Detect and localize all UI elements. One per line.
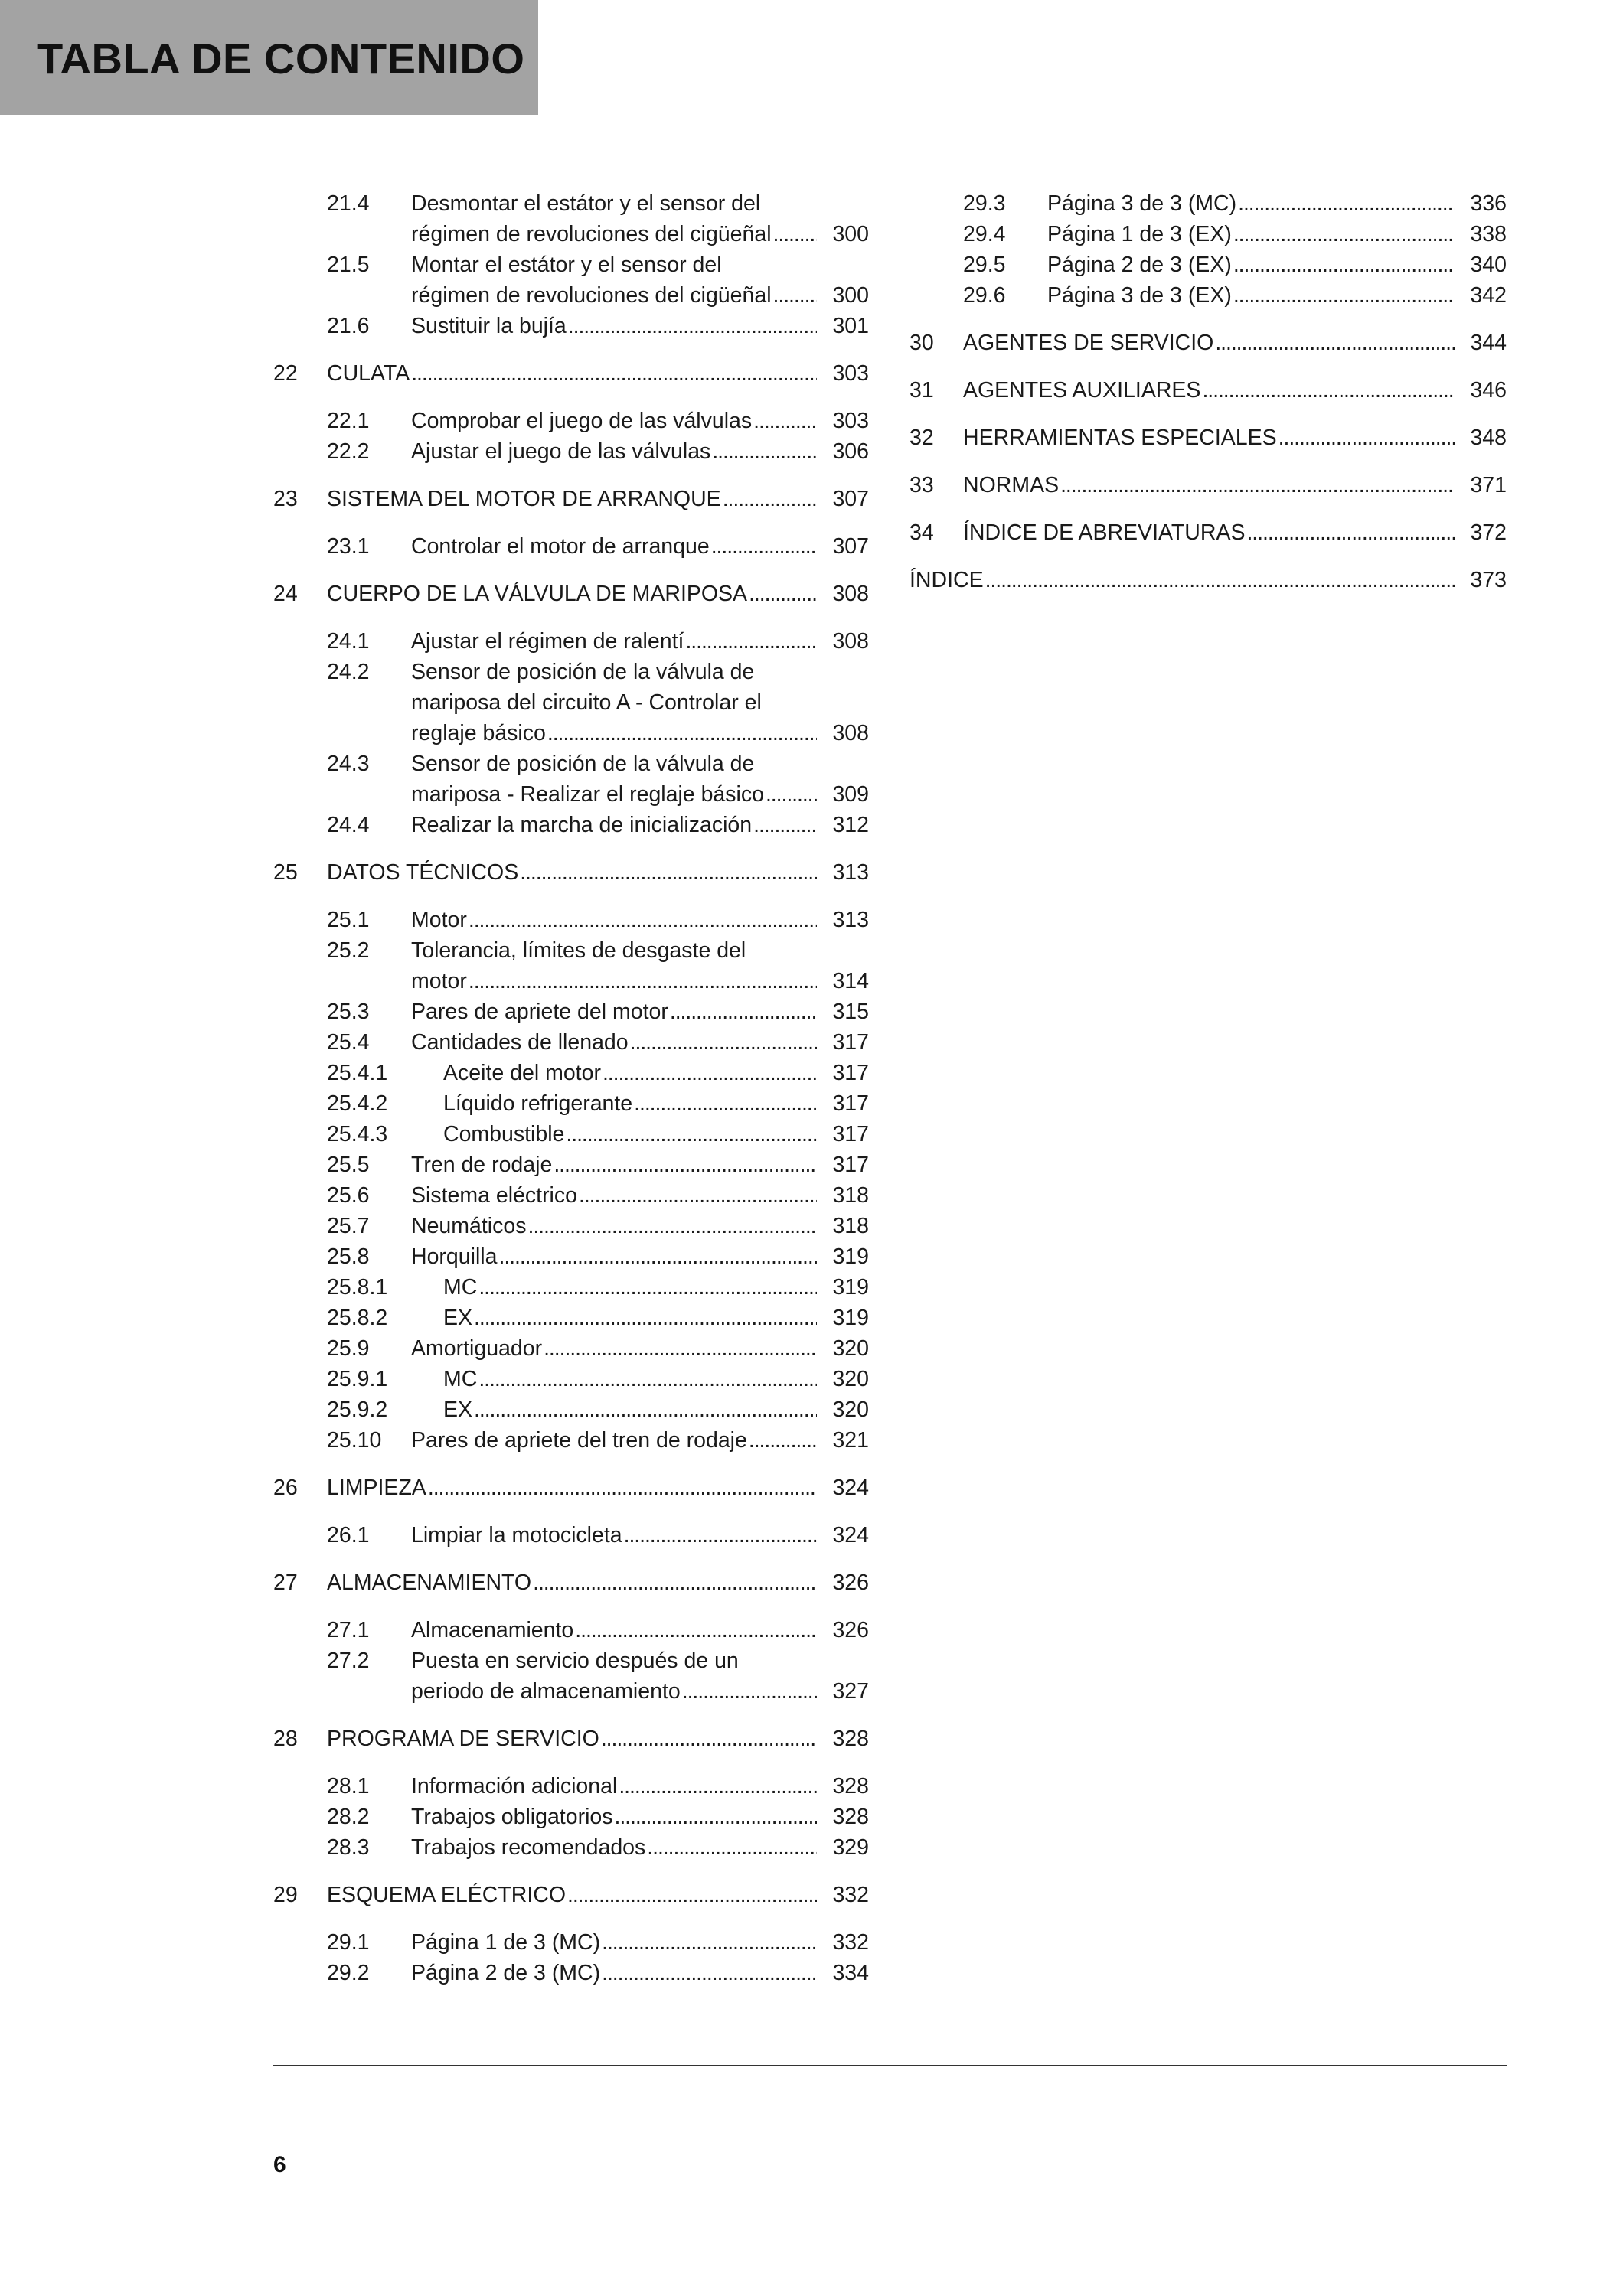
toc-entry-number: 25.8 [327, 1244, 370, 1269]
toc-section-entry[interactable] [273, 1241, 869, 1272]
toc-page-number: 318 [832, 1183, 869, 1208]
toc-page-number: 320 [832, 1336, 869, 1361]
toc-page-number: 324 [832, 1523, 869, 1548]
toc-entry-title: AGENTES AUXILIARES [963, 378, 1201, 403]
toc-page-number: 344 [1470, 331, 1507, 355]
toc-entry-title: Desmontar el estátor y el sensor del [411, 191, 761, 216]
header-banner [0, 0, 538, 115]
toc-column-right [909, 188, 1507, 595]
dot-leader [474, 1394, 817, 1425]
dot-leader [634, 1088, 817, 1119]
toc-page-number: 324 [832, 1476, 869, 1500]
toc-page-number: 332 [832, 1883, 869, 1907]
dot-leader [773, 219, 817, 249]
toc-page-number: 303 [832, 361, 869, 386]
toc-entry-number: 26 [273, 1476, 298, 1500]
toc-page-number: 328 [832, 1805, 869, 1829]
toc-page-number: 320 [832, 1367, 869, 1391]
toc-entry-title: Sensor de posición de la válvula de [411, 752, 755, 776]
toc-section-entry[interactable] [273, 1364, 869, 1394]
toc-entry-number: 24.3 [327, 752, 370, 776]
toc-entry-number: 22 [273, 361, 298, 386]
toc-page-number: 317 [832, 1153, 869, 1177]
dot-leader [411, 358, 817, 389]
toc-page-number: 308 [832, 582, 869, 606]
toc-entry-number: 23.1 [327, 534, 370, 559]
toc-entry-number: 27 [273, 1570, 298, 1595]
toc-entry-title: Combustible [443, 1122, 565, 1146]
dot-leader [766, 779, 817, 810]
toc-entry-title: ALMACENAMIENTO [327, 1570, 532, 1595]
toc-entry-title: Página 1 de 3 (MC) [411, 1930, 601, 1955]
toc-entry-number: 25.4.2 [327, 1091, 388, 1116]
toc-entry-number: 28.3 [327, 1835, 370, 1860]
toc-entry-title: régimen de revoluciones del cigüeñal [411, 222, 772, 246]
toc-page-number: 312 [832, 813, 869, 837]
toc-section-entry[interactable] [273, 810, 869, 840]
toc-entry-title: Página 1 de 3 (EX) [1047, 222, 1232, 246]
toc-section-entry[interactable] [273, 1211, 869, 1241]
toc-entry-title: CUERPO DE LA VÁLVULA DE MARIPOSA [327, 582, 748, 606]
toc-entry-title: DATOS TÉCNICOS [327, 860, 519, 885]
toc-chapter-entry[interactable] [273, 1880, 869, 1910]
toc-entry-title: Ajustar el régimen de ralentí [411, 629, 684, 654]
toc-entry-title: mariposa del circuito A - Controlar el [411, 690, 762, 715]
dot-leader [498, 1241, 817, 1272]
toc-entry-title: EX [443, 1397, 473, 1422]
toc-entry-title: Almacenamiento [411, 1618, 574, 1642]
dot-leader [527, 1211, 817, 1241]
toc-section-entry[interactable] [273, 1832, 869, 1863]
toc-entry-title: LIMPIEZA [327, 1476, 426, 1500]
dot-leader [723, 484, 817, 514]
footer-divider [273, 2065, 1507, 2066]
toc-entry-number: 22.1 [327, 409, 370, 433]
toc-entry-title: motor [411, 969, 467, 993]
dot-leader [1278, 422, 1455, 453]
toc-page-number: 319 [832, 1275, 869, 1300]
toc-section-entry[interactable] [909, 249, 1507, 280]
toc-entry-number: 25.8.1 [327, 1275, 388, 1300]
dot-leader [602, 1958, 817, 1988]
toc-entry-title: PROGRAMA DE SERVICIO [327, 1727, 599, 1751]
dot-leader [712, 436, 817, 467]
toc-entry-title: Trabajos obligatorios [411, 1805, 613, 1829]
toc-section-entry[interactable] [273, 1058, 869, 1088]
toc-page-number: 313 [832, 908, 869, 932]
toc-entry-number: 25.2 [327, 938, 370, 963]
toc-entry-number: 21.4 [327, 191, 370, 216]
toc-chapter-entry[interactable] [909, 422, 1507, 453]
toc-entry-number: 29.2 [327, 1961, 370, 1985]
dot-leader [749, 579, 817, 609]
dot-leader [469, 905, 817, 935]
toc-entry-number: 25.4.3 [327, 1122, 388, 1146]
toc-entry-title: SISTEMA DEL MOTOR DE ARRANQUE [327, 487, 721, 511]
toc-page-number: 371 [1470, 473, 1507, 497]
toc-entry-title: Trabajos recomendados [411, 1835, 646, 1860]
dot-leader [520, 857, 817, 888]
toc-entry-number: 27.1 [327, 1618, 370, 1642]
toc-page-number: 317 [832, 1061, 869, 1085]
toc-page-number: 328 [832, 1774, 869, 1799]
toc-section-entry[interactable] [273, 657, 869, 748]
toc-page-number: 307 [832, 534, 869, 559]
dot-leader [773, 280, 817, 311]
toc-entry-title: Comprobar el juego de las válvulas [411, 409, 753, 433]
dot-leader [1246, 517, 1455, 548]
toc-entry-title: Cantidades de llenado [411, 1030, 629, 1055]
toc-page-number: 326 [832, 1618, 869, 1642]
toc-section-entry[interactable] [273, 188, 869, 249]
dot-leader [1233, 280, 1455, 311]
toc-page-number: 306 [832, 439, 869, 464]
toc-section-entry[interactable] [273, 996, 869, 1027]
toc-page-number: 317 [832, 1091, 869, 1116]
toc-entry-title: EX [443, 1306, 473, 1330]
toc-section-entry[interactable] [273, 249, 869, 311]
toc-page-number: 336 [1470, 191, 1507, 216]
dot-leader [624, 1520, 817, 1551]
toc-section-entry[interactable] [273, 1645, 869, 1707]
toc-entry-number: 25.9.2 [327, 1397, 388, 1422]
toc-page-number: 327 [832, 1679, 869, 1704]
toc-entry-number: 28.1 [327, 1774, 370, 1799]
toc-entry-title: Amortiguador [411, 1336, 543, 1361]
toc-entry-title: MC [443, 1275, 478, 1300]
toc-chapter-entry[interactable] [909, 470, 1507, 501]
toc-chapter-entry[interactable] [273, 484, 869, 514]
toc-entry-number: 24.2 [327, 660, 370, 684]
toc-entry-number: 27.2 [327, 1649, 370, 1673]
dot-leader [602, 1927, 817, 1958]
toc-entry-number: 28.2 [327, 1805, 370, 1829]
toc-entry-title: NORMAS [963, 473, 1060, 497]
toc-section-entry[interactable] [909, 219, 1507, 249]
toc-entry-title: Página 2 de 3 (EX) [1047, 253, 1232, 277]
toc-page-number: 329 [832, 1835, 869, 1860]
toc-entry-number: 23 [273, 487, 298, 511]
dot-leader [567, 1880, 817, 1910]
toc-section-entry[interactable] [273, 1272, 869, 1303]
toc-chapter-entry[interactable] [273, 1473, 869, 1503]
dot-leader [1233, 249, 1455, 280]
dot-leader [1238, 188, 1455, 219]
toc-entry-title: Información adicional [411, 1774, 618, 1799]
toc-entry-number: 25.6 [327, 1183, 370, 1208]
dot-leader [682, 1676, 817, 1707]
dot-leader [533, 1567, 817, 1598]
toc-entry-title: Puesta en servicio después de un [411, 1649, 739, 1673]
toc-entry-number: 29 [273, 1883, 298, 1907]
toc-entry-number: 32 [909, 426, 934, 450]
toc-entry-title: CULATA [327, 361, 410, 386]
toc-chapter-entry[interactable] [909, 565, 1507, 595]
toc-page-number: 319 [832, 1306, 869, 1330]
dot-leader [575, 1615, 817, 1645]
dot-leader [647, 1832, 817, 1863]
toc-entry-title: Motor [411, 908, 467, 932]
toc-page-number: 309 [832, 782, 869, 807]
toc-entry-title: Realizar la marcha de inicialización [411, 813, 753, 837]
toc-chapter-entry[interactable] [909, 375, 1507, 406]
toc-entry-title: mariposa - Realizar el reglaje básico [411, 782, 764, 807]
toc-entry-title: ÍNDICE [909, 568, 984, 592]
toc-section-entry[interactable] [273, 1027, 869, 1058]
toc-entry-number: 25.7 [327, 1214, 370, 1238]
dot-leader [1060, 470, 1455, 501]
toc-section-entry[interactable] [273, 1180, 869, 1211]
toc-section-entry[interactable] [273, 406, 869, 436]
toc-page-number: 308 [832, 629, 869, 654]
toc-entry-title: Controlar el motor de arranque [411, 534, 710, 559]
toc-page-number: 300 [832, 222, 869, 246]
toc-page-number: 315 [832, 1000, 869, 1024]
toc-section-entry[interactable] [273, 1088, 869, 1119]
toc-section-entry[interactable] [273, 1394, 869, 1425]
toc-entry-number: 24.4 [327, 813, 370, 837]
toc-entry-title: Pares de apriete del tren de rodaje [411, 1428, 747, 1453]
toc-section-entry[interactable] [273, 748, 869, 810]
toc-page-number: 372 [1470, 520, 1507, 545]
toc-section-entry[interactable] [273, 1802, 869, 1832]
toc-entry-title: Ajustar el juego de las válvulas [411, 439, 711, 464]
dot-leader [554, 1150, 817, 1180]
toc-entry-number: 34 [909, 520, 934, 545]
toc-page-number: 338 [1470, 222, 1507, 246]
toc-section-entry[interactable] [273, 1150, 869, 1180]
toc-entry-title: régimen de revoluciones del cigüeñal [411, 283, 772, 308]
toc-page-number: 317 [832, 1030, 869, 1055]
toc-section-entry[interactable] [273, 1927, 869, 1958]
toc-page-number: 321 [832, 1428, 869, 1453]
toc-entry-title: Montar el estátor y el sensor del [411, 253, 722, 277]
toc-page-number: 314 [832, 969, 869, 993]
toc-chapter-entry[interactable] [273, 358, 869, 389]
toc-entry-title: ÍNDICE DE ABREVIATURAS [963, 520, 1246, 545]
dot-leader [474, 1303, 817, 1333]
toc-section-entry[interactable] [909, 280, 1507, 311]
toc-section-entry[interactable] [273, 1425, 869, 1456]
toc-entry-number: 28 [273, 1727, 298, 1751]
dot-leader [469, 966, 817, 996]
toc-entry-title: Tren de rodaje [411, 1153, 553, 1177]
toc-page-number: 300 [832, 283, 869, 308]
toc-entry-number: 30 [909, 331, 934, 355]
toc-page-number: 317 [832, 1122, 869, 1146]
toc-section-entry[interactable] [273, 531, 869, 562]
toc-entry-title: Sustituir la bujía [411, 314, 567, 338]
dot-leader [579, 1180, 817, 1211]
toc-chapter-entry[interactable] [909, 517, 1507, 548]
page-title: TABLA DE CONTENIDO [37, 34, 525, 83]
toc-entry-number: 29.4 [963, 222, 1006, 246]
toc-section-entry[interactable] [273, 1615, 869, 1645]
toc-section-entry[interactable] [273, 1771, 869, 1802]
toc-page-number: 340 [1470, 253, 1507, 277]
toc-entry-title: Neumáticos [411, 1214, 527, 1238]
toc-entry-title: Limpiar la motocicleta [411, 1523, 622, 1548]
toc-entry-number: 25 [273, 860, 298, 885]
dot-leader [630, 1027, 817, 1058]
toc-entry-title: Sistema eléctrico [411, 1183, 577, 1208]
dot-leader [547, 718, 817, 748]
toc-entry-title: Pares de apriete del motor [411, 1000, 668, 1024]
dot-leader [749, 1425, 817, 1456]
toc-section-entry[interactable] [273, 1333, 869, 1364]
toc-page-number: 348 [1470, 426, 1507, 450]
toc-page-number: 303 [832, 409, 869, 433]
toc-section-entry[interactable] [273, 935, 869, 996]
toc-entry-number: 29.6 [963, 283, 1006, 308]
toc-page-number: 319 [832, 1244, 869, 1269]
dot-leader [1215, 328, 1455, 358]
toc-page-number: 328 [832, 1727, 869, 1751]
toc-entry-title: Página 3 de 3 (EX) [1047, 283, 1232, 308]
toc-page-number: 373 [1470, 568, 1507, 592]
toc-chapter-entry[interactable] [909, 328, 1507, 358]
toc-chapter-entry[interactable] [273, 1724, 869, 1754]
toc-entry-title: reglaje básico [411, 721, 546, 745]
dot-leader [478, 1272, 817, 1303]
toc-page-number: 332 [832, 1930, 869, 1955]
toc-entry-title: Aceite del motor [443, 1061, 601, 1085]
toc-section-entry[interactable] [909, 188, 1507, 219]
toc-entry-title: MC [443, 1367, 478, 1391]
dot-leader [603, 1058, 817, 1088]
dot-leader [478, 1364, 817, 1394]
toc-section-entry[interactable] [273, 1303, 869, 1333]
toc-entry-number: 25.3 [327, 1000, 370, 1024]
dot-leader [670, 996, 817, 1027]
toc-section-entry[interactable] [273, 436, 869, 467]
dot-leader [619, 1771, 817, 1802]
toc-entry-number: 25.5 [327, 1153, 370, 1177]
toc-section-entry[interactable] [273, 1520, 869, 1551]
toc-entry-number: 25.8.2 [327, 1306, 388, 1330]
toc-entry-title: ESQUEMA ELÉCTRICO [327, 1883, 566, 1907]
toc-entry-number: 31 [909, 378, 934, 403]
dot-leader [601, 1724, 817, 1754]
toc-entry-number: 29.5 [963, 253, 1006, 277]
toc-entry-number: 29.3 [963, 191, 1006, 216]
toc-section-entry[interactable] [273, 905, 869, 935]
toc-entry-number: 25.10 [327, 1428, 382, 1453]
toc-entry-title: AGENTES DE SERVICIO [963, 331, 1214, 355]
dot-leader [428, 1473, 817, 1503]
dot-leader [985, 565, 1455, 595]
toc-page-number: 320 [832, 1397, 869, 1422]
toc-entry-title: HERRAMIENTAS ESPECIALES [963, 426, 1277, 450]
toc-section-entry[interactable] [273, 311, 869, 341]
toc-entry-title: Sensor de posición de la válvula de [411, 660, 755, 684]
toc-page-number: 318 [832, 1214, 869, 1238]
toc-entry-number: 26.1 [327, 1523, 370, 1548]
toc-entry-title: Página 3 de 3 (MC) [1047, 191, 1237, 216]
toc-entry-title: periodo de almacenamiento [411, 1679, 681, 1704]
page-number: 6 [273, 2152, 286, 2177]
dot-leader [566, 1119, 817, 1150]
toc-entry-number: 25.4.1 [327, 1061, 388, 1085]
toc-entry-title: Horquilla [411, 1244, 498, 1269]
dot-leader [568, 311, 817, 341]
toc-section-entry[interactable] [273, 1119, 869, 1150]
toc-section-entry[interactable] [273, 1958, 869, 1988]
toc-chapter-entry[interactable] [273, 579, 869, 609]
dot-leader [685, 626, 817, 657]
toc-entry-number: 24 [273, 582, 298, 606]
dot-leader [1202, 375, 1455, 406]
toc-entry-number: 25.1 [327, 908, 370, 932]
toc-entry-number: 24.1 [327, 629, 370, 654]
toc-entry-number: 25.4 [327, 1030, 370, 1055]
toc-entry-title: Página 2 de 3 (MC) [411, 1961, 601, 1985]
dot-leader [615, 1802, 818, 1832]
dot-leader [711, 531, 817, 562]
dot-leader [1233, 219, 1455, 249]
toc-page-number: 301 [832, 314, 869, 338]
toc-page-number: 308 [832, 721, 869, 745]
toc-entry-number: 25.9.1 [327, 1367, 388, 1391]
toc-page-number: 307 [832, 487, 869, 511]
toc-entry-number: 25.9 [327, 1336, 370, 1361]
toc-entry-number: 21.5 [327, 253, 370, 277]
toc-entry-number: 29.1 [327, 1930, 370, 1955]
toc-entry-title: Líquido refrigerante [443, 1091, 633, 1116]
toc-entry-number: 22.2 [327, 439, 370, 464]
toc-chapter-entry[interactable] [273, 1567, 869, 1598]
toc-entry-number: 33 [909, 473, 934, 497]
dot-leader [753, 810, 817, 840]
toc-page-number: 342 [1470, 283, 1507, 308]
toc-page-number: 313 [832, 860, 869, 885]
toc-chapter-entry[interactable] [273, 857, 869, 888]
dot-leader [753, 406, 817, 436]
toc-column-left [273, 188, 869, 1988]
toc-page-number: 326 [832, 1570, 869, 1595]
toc-entry-title: Tolerancia, límites de desgaste del [411, 938, 746, 963]
toc-entry-number: 21.6 [327, 314, 370, 338]
toc-section-entry[interactable] [273, 626, 869, 657]
toc-page-number: 334 [832, 1961, 869, 1985]
dot-leader [544, 1333, 817, 1364]
toc-page-number: 346 [1470, 378, 1507, 403]
